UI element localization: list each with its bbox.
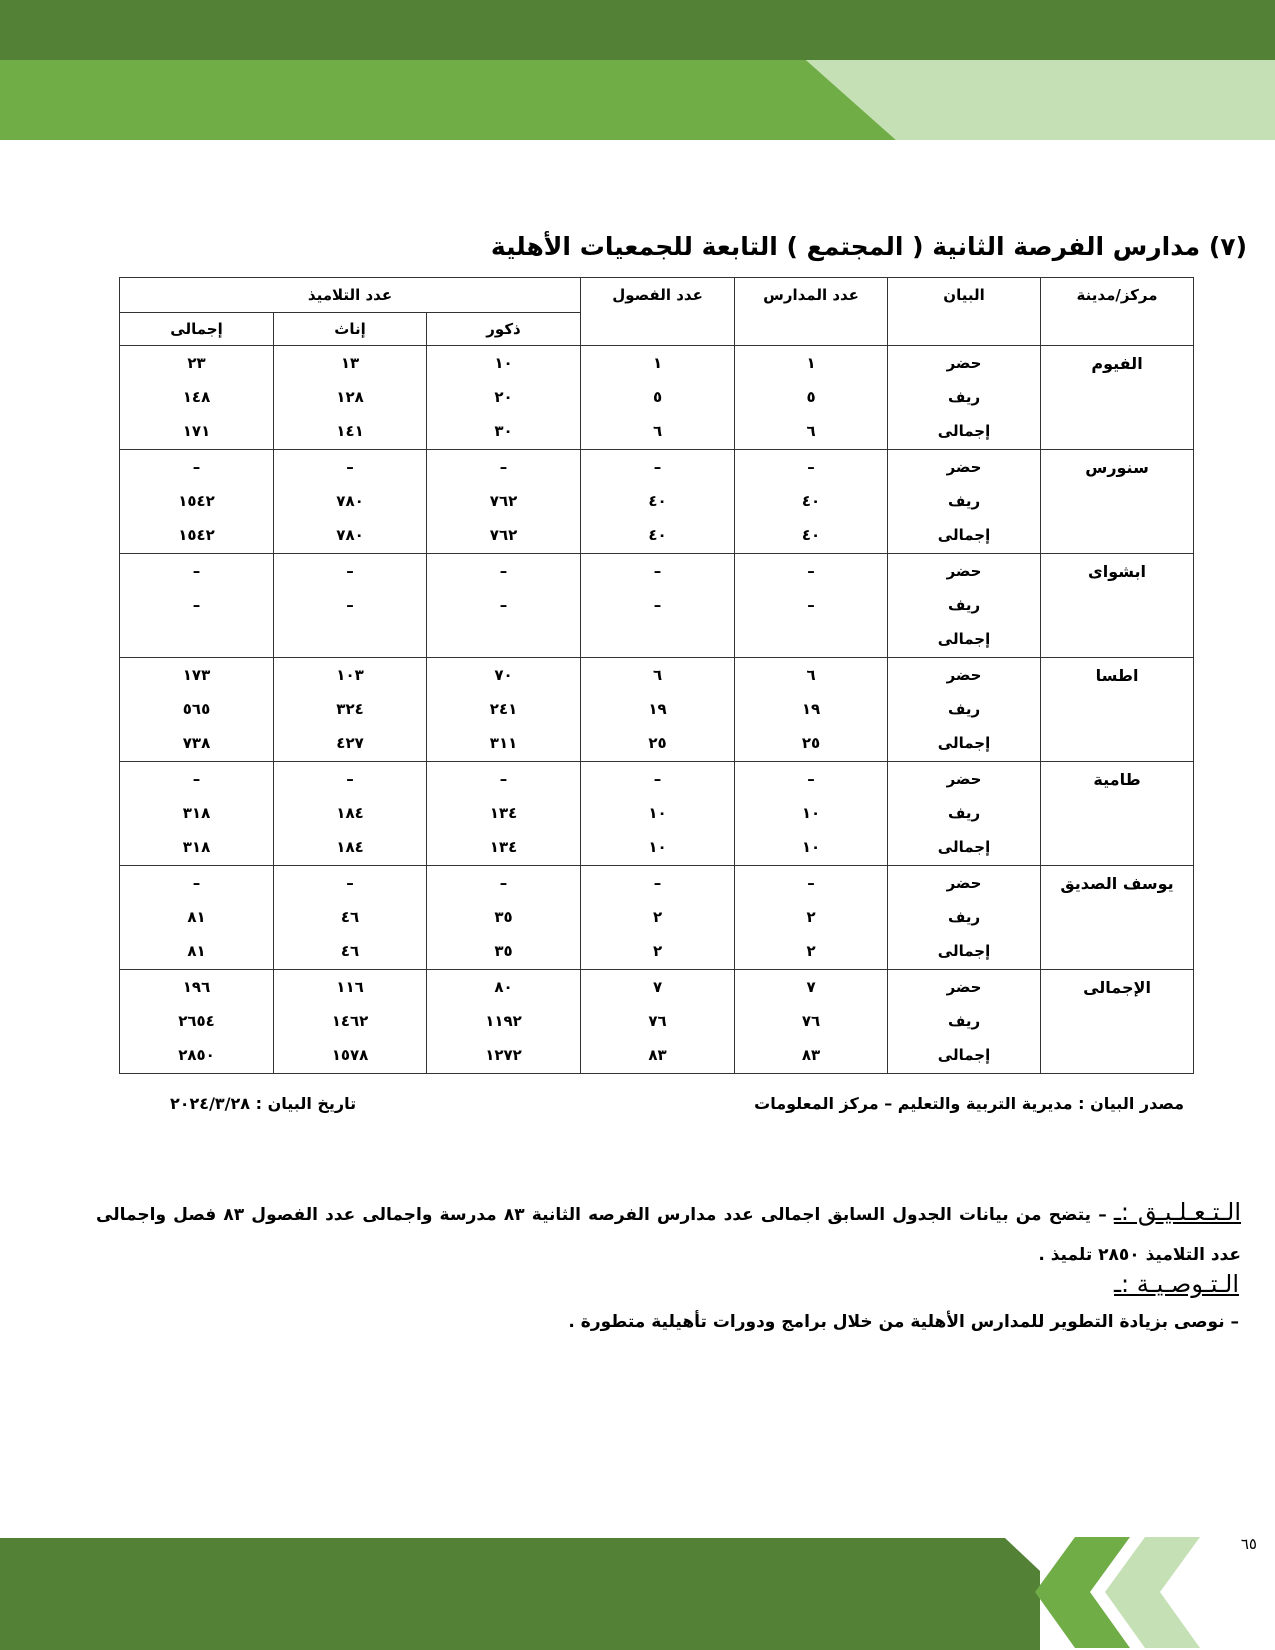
city-name: الفيوم bbox=[1091, 354, 1143, 373]
total-value: ١٥٤٢ bbox=[178, 492, 215, 510]
total-value: ١٥٤٢ bbox=[178, 526, 215, 544]
total-cell bbox=[120, 554, 274, 658]
page-number: ٦٥ bbox=[1240, 1535, 1257, 1553]
city-cell bbox=[1041, 762, 1194, 866]
statement-label: حضر bbox=[946, 458, 982, 476]
statement-label: إجمالى bbox=[937, 526, 991, 544]
classes-value: – bbox=[653, 770, 662, 788]
males-value: ٢٤١ bbox=[489, 700, 518, 718]
total-value: ٧٣٨ bbox=[182, 734, 211, 752]
total-cell bbox=[120, 450, 274, 554]
schools-value: ٦ bbox=[806, 422, 816, 440]
males-cell bbox=[427, 866, 581, 970]
females-cell bbox=[274, 866, 427, 970]
city-name: ابشواى bbox=[1088, 562, 1146, 581]
classes-value: ٤٠ bbox=[648, 526, 667, 544]
males-value: – bbox=[499, 874, 508, 892]
classes-value: ٧٦ bbox=[648, 1012, 667, 1030]
females-cell bbox=[274, 762, 427, 866]
males-value: ٣٠ bbox=[494, 422, 513, 440]
schools-value: ٤٠ bbox=[801, 526, 821, 544]
schools-value: – bbox=[807, 458, 815, 476]
classes-value: – bbox=[653, 596, 662, 614]
females-value: ١٤٦٢ bbox=[331, 1012, 369, 1030]
schools-cell bbox=[735, 658, 888, 762]
city-name: اطسا bbox=[1095, 666, 1139, 685]
comment-text: – يتضح من بيانات الجدول السابق اجمالى عدد مدارس الفرصه الثانية ٨٣ مدرسة واجمالى عدد الفصول ٨٣ فصل واجمالى عدد التلاميذ ٢٨٥٠ تلميذ . bbox=[96, 1205, 1241, 1265]
classes-cell bbox=[581, 970, 735, 1074]
statement-label: حضر bbox=[946, 562, 982, 580]
schools-value: ١٩ bbox=[801, 700, 821, 718]
header-statement: البيان bbox=[888, 278, 1041, 346]
females-cell bbox=[274, 346, 427, 450]
statement-cell bbox=[888, 866, 1041, 970]
schools-value: ٤٠ bbox=[801, 492, 821, 510]
statement-label: حضر bbox=[946, 666, 982, 684]
females-value: ١٨٤ bbox=[336, 804, 364, 822]
schools-value bbox=[735, 622, 887, 656]
statement-label: حضر bbox=[946, 770, 982, 788]
total-value bbox=[120, 622, 273, 656]
females-value: ١٥٧٨ bbox=[331, 1046, 369, 1064]
females-value: ١٢٨ bbox=[336, 388, 364, 406]
schools-value: ٧٦ bbox=[801, 1012, 821, 1030]
classes-cell bbox=[581, 866, 735, 970]
schools-cell bbox=[735, 346, 888, 450]
statement-label: حضر bbox=[946, 354, 982, 372]
table-row bbox=[120, 866, 1194, 970]
statement-label: ريف bbox=[947, 700, 981, 718]
classes-value: ٤٠ bbox=[648, 492, 667, 510]
statement-label: ريف bbox=[947, 388, 981, 406]
table-header-row bbox=[120, 278, 1194, 313]
total-cell bbox=[120, 346, 274, 450]
city-cell bbox=[1041, 970, 1194, 1074]
schools-value: – bbox=[807, 596, 815, 614]
males-value: – bbox=[499, 458, 508, 476]
females-value: – bbox=[346, 458, 354, 476]
males-value: ١٣٤ bbox=[489, 838, 518, 856]
females-value: ٤٦ bbox=[340, 942, 360, 960]
total-value: – bbox=[192, 562, 201, 580]
schools-cell bbox=[735, 554, 888, 658]
table-row bbox=[120, 658, 1194, 762]
header-males: ذكور bbox=[427, 313, 581, 346]
statement-label: ريف bbox=[947, 908, 981, 926]
city-cell bbox=[1041, 450, 1194, 554]
schools-table bbox=[119, 277, 1194, 1074]
statement-cell bbox=[888, 450, 1041, 554]
females-value: ٣٢٤ bbox=[336, 700, 364, 718]
statement-label: إجمالى bbox=[937, 734, 991, 752]
females-cell bbox=[274, 658, 427, 762]
females-value: ٧٨٠ bbox=[336, 492, 364, 510]
classes-value: ٦ bbox=[652, 666, 663, 684]
total-value: ١٤٨ bbox=[182, 388, 211, 406]
table-row bbox=[120, 762, 1194, 866]
males-value: ١٠ bbox=[494, 354, 513, 372]
classes-value: ١ bbox=[652, 354, 663, 372]
classes-value: ٦ bbox=[652, 422, 663, 440]
total-value: ٢٨٥٠ bbox=[178, 1046, 215, 1064]
table-row bbox=[120, 970, 1194, 1074]
schools-value: ٧ bbox=[806, 978, 816, 996]
classes-value bbox=[581, 622, 734, 656]
females-value bbox=[274, 622, 426, 656]
city-cell bbox=[1041, 554, 1194, 658]
females-cell bbox=[274, 554, 427, 658]
males-value: ٧٦٢ bbox=[489, 526, 518, 544]
females-value: – bbox=[346, 596, 354, 614]
total-value: – bbox=[192, 874, 201, 892]
city-name: طامية bbox=[1093, 770, 1141, 789]
classes-value: – bbox=[653, 562, 662, 580]
females-cell bbox=[274, 970, 427, 1074]
statement-label: إجمالى bbox=[937, 630, 991, 648]
statement-label: ريف bbox=[947, 492, 981, 510]
statement-label: إجمالى bbox=[937, 1046, 991, 1064]
comment-heading: الـتـعـلـيـق :ـ bbox=[1113, 1198, 1242, 1226]
schools-value: ٦ bbox=[806, 666, 816, 684]
females-value: – bbox=[346, 874, 354, 892]
statement-cell bbox=[888, 970, 1041, 1074]
schools-value: ٢ bbox=[806, 942, 816, 960]
males-value: ١٣٤ bbox=[489, 804, 518, 822]
total-value: ١٩٦ bbox=[182, 978, 211, 996]
total-cell bbox=[120, 970, 274, 1074]
females-value: ٤٢٧ bbox=[336, 734, 364, 752]
classes-cell bbox=[581, 762, 735, 866]
schools-value: ١٠ bbox=[801, 804, 821, 822]
statement-label: ريف bbox=[947, 1012, 981, 1030]
table-row bbox=[120, 554, 1194, 658]
classes-value: – bbox=[653, 458, 662, 476]
data-source: مصدر البيان : مديرية التربية والتعليم – مركز المعلومات bbox=[754, 1094, 1184, 1113]
females-value: ١٨٤ bbox=[336, 838, 364, 856]
males-cell bbox=[427, 554, 581, 658]
statement-label: حضر bbox=[946, 874, 982, 892]
statement-label: ريف bbox=[947, 596, 981, 614]
statement-label: حضر bbox=[946, 978, 982, 996]
schools-value: – bbox=[807, 770, 815, 788]
schools-value: ٢٥ bbox=[801, 734, 821, 752]
classes-value: ٢ bbox=[652, 942, 663, 960]
total-value: ١٧١ bbox=[182, 422, 211, 440]
header-banner bbox=[0, 0, 1275, 140]
males-cell bbox=[427, 450, 581, 554]
header-schools: عدد المدارس bbox=[735, 278, 888, 346]
schools-value: ٥ bbox=[806, 388, 816, 406]
classes-value: ١٠ bbox=[648, 804, 667, 822]
statement-label: ريف bbox=[947, 804, 981, 822]
classes-value: ١٩ bbox=[648, 700, 667, 718]
classes-value: ١٠ bbox=[648, 838, 667, 856]
classes-cell bbox=[581, 346, 735, 450]
total-value: – bbox=[192, 458, 201, 476]
table-row bbox=[120, 450, 1194, 554]
males-value: ٣٥ bbox=[494, 908, 513, 926]
males-value: ٨٠ bbox=[494, 978, 513, 996]
schools-value: ٨٣ bbox=[801, 1046, 821, 1064]
females-value: ١١٦ bbox=[336, 978, 364, 996]
males-cell bbox=[427, 658, 581, 762]
males-value: ٣١١ bbox=[489, 734, 518, 752]
males-value: ٧٦٢ bbox=[489, 492, 518, 510]
total-cell bbox=[120, 762, 274, 866]
classes-value: ٥ bbox=[652, 388, 663, 406]
females-value: ١٤١ bbox=[336, 422, 364, 440]
males-cell bbox=[427, 346, 581, 450]
statement-cell bbox=[888, 658, 1041, 762]
females-cell bbox=[274, 450, 427, 554]
classes-value: – bbox=[653, 874, 662, 892]
males-value: ٣٥ bbox=[494, 942, 513, 960]
statement-cell bbox=[888, 762, 1041, 866]
page-title: (٧) مدارس الفرصة الثانية ( المجتمع ) التابعة للجمعيات الأهلية bbox=[490, 232, 1247, 261]
males-value: – bbox=[499, 562, 508, 580]
recommendation-heading: الـتـوصـيـة :ـ bbox=[1114, 1270, 1239, 1298]
females-value: ٧٨٠ bbox=[336, 526, 364, 544]
classes-cell bbox=[581, 658, 735, 762]
males-cell bbox=[427, 762, 581, 866]
statement-label: إجمالى bbox=[937, 942, 991, 960]
statement-cell bbox=[888, 346, 1041, 450]
males-value: ١٢٧٢ bbox=[485, 1046, 522, 1064]
schools-value: ٢ bbox=[806, 908, 816, 926]
schools-value: – bbox=[807, 874, 815, 892]
females-value: ١٣ bbox=[340, 354, 360, 372]
city-name: الإجمالى bbox=[1083, 978, 1151, 997]
classes-value: ٨٣ bbox=[648, 1046, 667, 1064]
total-value: ٨١ bbox=[187, 908, 206, 926]
females-value: – bbox=[346, 562, 354, 580]
total-cell bbox=[120, 658, 274, 762]
total-value: ٣١٨ bbox=[182, 838, 211, 856]
recommendation-text: – نوصى بزيادة التطوير للمدارس الأهلية من خلال برامج ودورات تأهيلية متطورة . bbox=[568, 1312, 1239, 1332]
males-value: ١١٩٢ bbox=[485, 1012, 522, 1030]
schools-cell bbox=[735, 450, 888, 554]
total-value: – bbox=[192, 770, 201, 788]
total-value: ٢٣ bbox=[187, 354, 206, 372]
header-females: إناث bbox=[274, 313, 427, 346]
header-students: عدد التلاميذ bbox=[120, 278, 581, 313]
classes-value: ٧ bbox=[652, 978, 663, 996]
classes-cell bbox=[581, 554, 735, 658]
comment-paragraph bbox=[96, 1192, 1241, 1275]
classes-value: ٢٥ bbox=[648, 734, 667, 752]
header-city: مركز/مدينة bbox=[1041, 278, 1194, 346]
total-value: – bbox=[192, 596, 201, 614]
header-total: إجمالى bbox=[120, 313, 274, 346]
schools-cell bbox=[735, 866, 888, 970]
males-value: ٢٠ bbox=[494, 388, 513, 406]
total-value: ٣١٨ bbox=[182, 804, 211, 822]
males-cell bbox=[427, 970, 581, 1074]
city-cell bbox=[1041, 346, 1194, 450]
city-cell bbox=[1041, 658, 1194, 762]
table-row bbox=[120, 346, 1194, 450]
city-name: يوسف الصديق bbox=[1060, 874, 1174, 893]
total-value: ٢٦٥٤ bbox=[178, 1012, 215, 1030]
statement-label: إجمالى bbox=[937, 838, 991, 856]
females-value: ١٠٣ bbox=[336, 666, 364, 684]
total-value: ٥٦٥ bbox=[182, 700, 211, 718]
statement-cell bbox=[888, 554, 1041, 658]
schools-value: ١ bbox=[806, 354, 816, 372]
schools-cell bbox=[735, 762, 888, 866]
data-date: تاريخ البيان : ٢٠٢٤/٣/٢٨ bbox=[170, 1094, 357, 1113]
males-value bbox=[427, 622, 580, 656]
city-cell bbox=[1041, 866, 1194, 970]
total-value: ٨١ bbox=[187, 942, 206, 960]
total-cell bbox=[120, 866, 274, 970]
males-value: – bbox=[499, 770, 508, 788]
schools-cell bbox=[735, 970, 888, 1074]
males-value: – bbox=[499, 596, 508, 614]
classes-cell bbox=[581, 450, 735, 554]
schools-value: ١٠ bbox=[801, 838, 821, 856]
males-value: ٧٠ bbox=[494, 666, 513, 684]
females-value: ٤٦ bbox=[340, 908, 360, 926]
header-classes: عدد الفصول bbox=[581, 278, 735, 346]
total-value: ١٧٣ bbox=[182, 666, 211, 684]
footer-banner bbox=[0, 1535, 1275, 1650]
females-value: – bbox=[346, 770, 354, 788]
statement-label: إجمالى bbox=[937, 422, 991, 440]
city-name: سنورس bbox=[1085, 458, 1149, 477]
schools-value: – bbox=[807, 562, 815, 580]
table-body bbox=[120, 346, 1194, 1074]
classes-value: ٢ bbox=[652, 908, 663, 926]
